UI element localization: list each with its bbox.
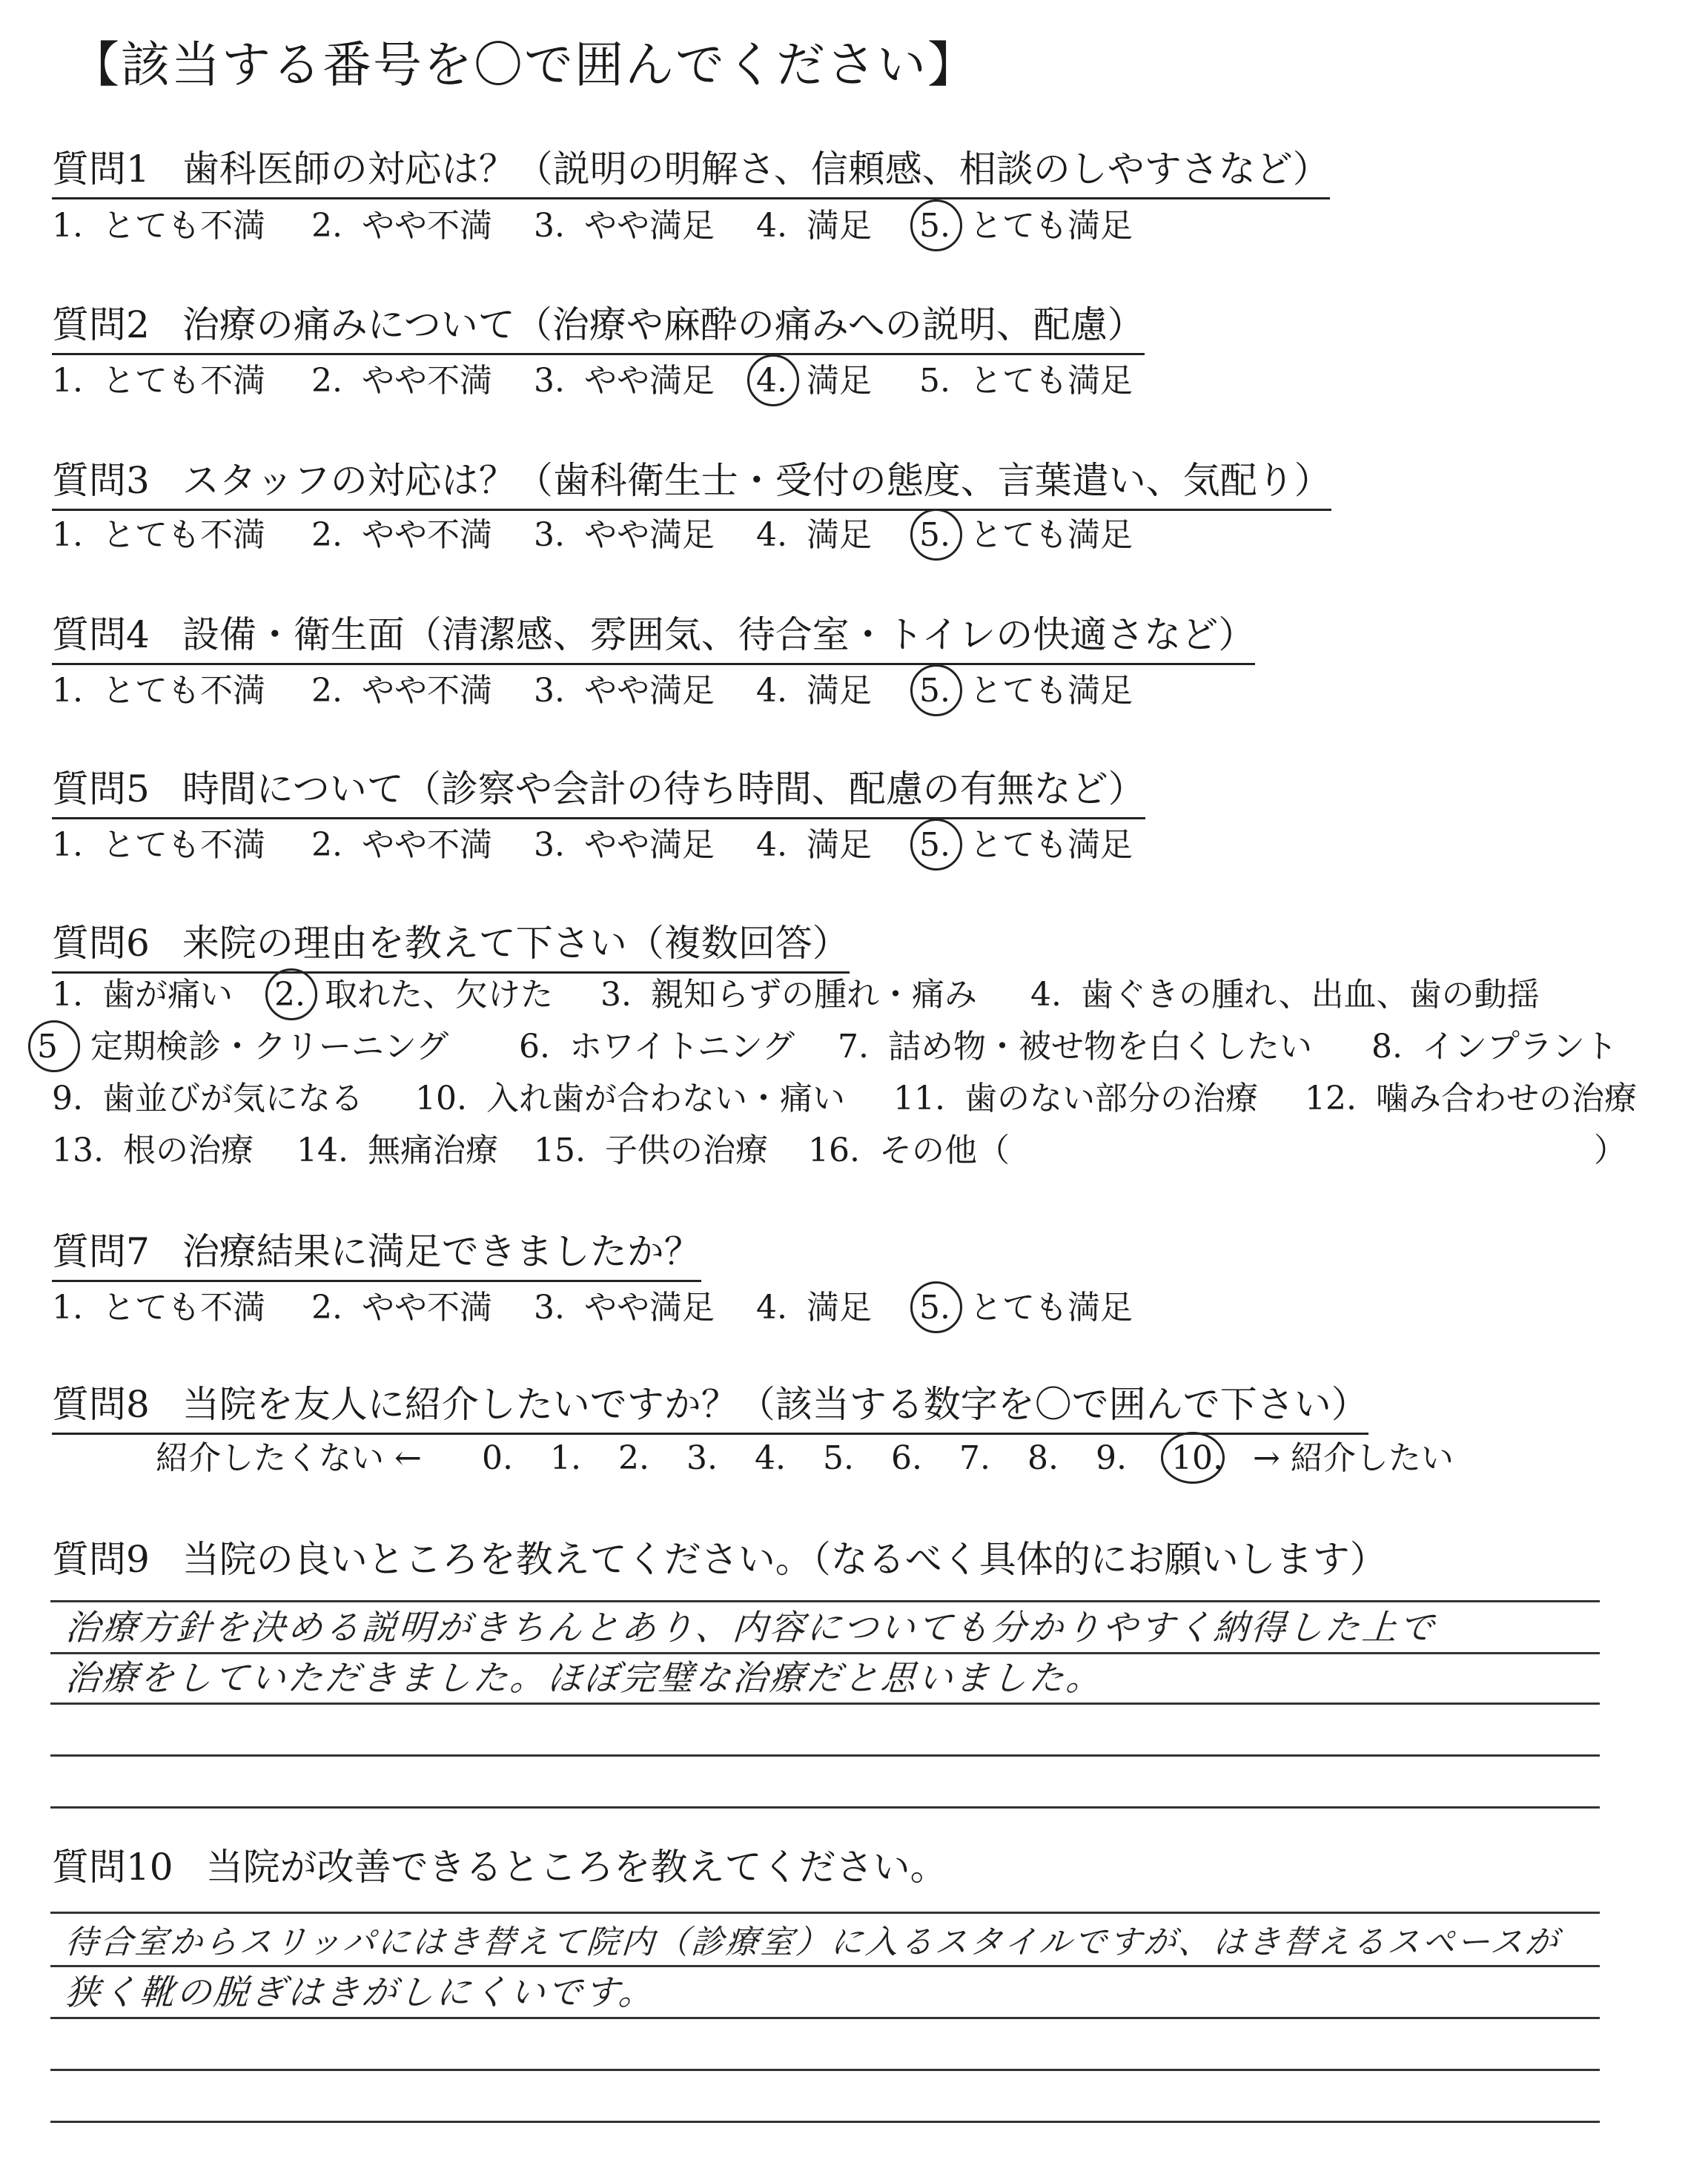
reason-other-close-paren: ） [1594, 1132, 1626, 1169]
selection-circle-icon: 5. [919, 516, 950, 554]
scale-value-4[interactable]: 4. [755, 1439, 786, 1477]
option-4[interactable]: 4. 満足 [756, 1289, 872, 1327]
reason-option-7[interactable]: 7. 詰め物・被せ物を白くしたい [838, 1028, 1312, 1066]
reason-option-6[interactable]: 6. ホワイトニング [519, 1028, 795, 1066]
question-6-heading: 質問6 来院の理由を教えて下さい（複数回答） [52, 922, 850, 974]
option-4[interactable]: 4. 満足 [756, 207, 872, 245]
option-1[interactable]: 1. とても不満 [52, 1289, 265, 1327]
option-1[interactable]: 1. とても不満 [52, 672, 265, 710]
question-3-heading: 質問3 スタッフの対応は？（歯科衛生士・受付の態度、言葉遣い、気配り） [52, 460, 1331, 511]
option-5-selected[interactable]: 5. とても満足 [919, 516, 1133, 554]
answer-rule [50, 2069, 1600, 2071]
selection-circle-icon: 10. [1171, 1439, 1223, 1477]
option-5-selected[interactable]: 5. とても満足 [919, 672, 1133, 710]
option-2[interactable]: 2. やや不満 [311, 362, 492, 400]
scale-value-1[interactable]: 1. [550, 1439, 581, 1477]
option-1[interactable]: 1. とても不満 [52, 516, 265, 554]
option-4-selected[interactable]: 4. 満足 [756, 362, 872, 400]
option-3[interactable]: 3. やや満足 [534, 826, 715, 864]
question-4-heading: 質問4 設備・衛生面（清潔感、雰囲気、待合室・トイレの快適さなど） [52, 614, 1255, 665]
answer-rule [50, 1600, 1600, 1602]
option-5-selected[interactable]: 5. とても満足 [919, 1289, 1133, 1327]
answer-rule [50, 2017, 1600, 2019]
handwritten-answer-line[interactable]: 治療をしていただきました。ほぼ完璧な治療だと思いました。 [64, 1658, 1105, 1699]
option-2[interactable]: 2. やや不満 [311, 826, 492, 864]
option-4[interactable]: 4. 満足 [756, 672, 872, 710]
answer-rule [50, 1702, 1600, 1705]
reason-option-8[interactable]: 8. インプラント [1371, 1028, 1618, 1066]
option-4[interactable]: 4. 満足 [756, 516, 872, 554]
scale-value-3[interactable]: 3. [686, 1439, 718, 1477]
scale-value-6[interactable]: 6. [891, 1439, 922, 1477]
option-1[interactable]: 1. とても不満 [52, 362, 265, 400]
selection-circle-icon: 5 [37, 1028, 58, 1066]
option-1[interactable]: 1. とても不満 [52, 207, 265, 245]
handwritten-answer-line[interactable]: 治療方針を決める説明がきちんとあり、内容についても分かりやすく納得した上で [64, 1608, 1437, 1648]
scale-value-10-selected[interactable] [1171, 1439, 1223, 1477]
page-title: 【該当する番号を〇で囲んでください】 [70, 36, 978, 93]
reason-option-4[interactable]: 4. 歯ぐきの腫れ、出血、歯の動揺 [1030, 976, 1540, 1014]
option-4[interactable]: 4. 満足 [756, 826, 872, 864]
reason-option-1[interactable]: 1. 歯が痛い [52, 976, 233, 1014]
question-5-heading: 質問5 時間について（診察や会計の待ち時間、配慮の有無など） [52, 768, 1145, 819]
option-2[interactable]: 2. やや不満 [311, 207, 492, 245]
option-5-selected[interactable]: 5. とても満足 [919, 207, 1133, 245]
option-5-selected[interactable]: 5. とても満足 [919, 826, 1133, 864]
reason-option-13[interactable]: 13. 根の治療 [52, 1132, 254, 1169]
selection-circle-icon: 2. [274, 976, 305, 1014]
option-3[interactable]: 3. やや満足 [534, 516, 715, 554]
question-text: 歯科医師の対応は？（説明の明解さ、信頼感、相談のしやすさなど） [182, 148, 1330, 191]
option-1[interactable]: 1. とても不満 [52, 826, 265, 864]
option-3[interactable]: 3. やや満足 [534, 362, 715, 400]
scale-value-0[interactable]: 0. [482, 1439, 513, 1477]
reason-option-14[interactable]: 14. 無痛治療 [297, 1132, 498, 1169]
reason-option-10[interactable]: 10. 入れ歯が合わない・痛い [415, 1080, 845, 1117]
answer-rule [50, 1754, 1600, 1757]
option-2[interactable]: 2. やや不満 [311, 672, 492, 710]
answer-rule [50, 2121, 1600, 2123]
scale-value-2[interactable]: 2. [618, 1439, 649, 1477]
question-7-heading: 質問7 治療結果に満足できましたか？ [52, 1231, 701, 1282]
option-3[interactable]: 3. やや満足 [534, 672, 715, 710]
scale-value-7[interactable]: 7. [959, 1439, 990, 1477]
reason-option-16[interactable]: 16. その他（ [808, 1132, 1010, 1169]
question-9-heading: 質問9 当院の良いところを教えてください。（なるべく具体的にお願いします） [52, 1538, 1387, 1581]
reason-option-3[interactable]: 3. 親知らずの腫れ・痛み [600, 976, 977, 1014]
scale-value-8[interactable]: 8. [1027, 1439, 1059, 1477]
answer-rule [50, 1965, 1600, 1967]
answer-rule [50, 1652, 1600, 1654]
question-2-heading: 質問2 治療の痛みについて（治療や麻酔の痛みへの説明、配慮） [52, 304, 1145, 355]
question-8-heading: 質問8 当院を友人に紹介したいですか？（該当する数字を〇で囲んで下さい） [52, 1384, 1368, 1435]
selection-circle-icon: 5. [919, 826, 950, 864]
answer-rule [50, 1806, 1600, 1809]
scale-right-label: → 紹介したい [1253, 1439, 1454, 1477]
selection-circle-icon: 5. [919, 672, 950, 710]
option-2[interactable]: 2. やや不満 [311, 516, 492, 554]
question-10-heading: 質問10 当院が改善できるところを教えてください。 [52, 1846, 947, 1889]
selection-circle-icon: 5. [919, 1289, 950, 1327]
question-number: 質問1 [52, 148, 150, 191]
handwritten-answer-line[interactable]: 狭く靴の脱ぎはきがしにくいです。 [64, 1972, 658, 2013]
option-5[interactable]: 5. とても満足 [919, 362, 1133, 400]
handwritten-answer-line[interactable]: 待合室からスリッパにはき替えて院内（診療室）に入るスタイルですが、はき替えるスペースが [64, 1923, 1561, 1961]
selection-circle-icon: 4. [756, 362, 787, 400]
selection-circle-icon: 5. [919, 207, 950, 245]
reason-option-9[interactable]: 9. 歯並びが気になる [52, 1080, 363, 1117]
option-3[interactable]: 3. やや満足 [534, 207, 715, 245]
reason-option-2-selected[interactable]: 2. 取れた、欠けた [274, 976, 553, 1014]
option-3[interactable]: 3. やや満足 [534, 1289, 715, 1327]
scale-left-label: 紹介したくない ← [156, 1439, 422, 1477]
scale-value-9[interactable]: 9. [1096, 1439, 1127, 1477]
reason-option-15[interactable]: 15. 子供の治療 [534, 1132, 768, 1169]
reason-option-11[interactable]: 11. 歯のない部分の治療 [893, 1080, 1258, 1117]
question-1-heading [52, 148, 1330, 199]
reason-option-5-selected[interactable]: 5 定期検診・クリーニング [37, 1028, 449, 1066]
answer-rule [50, 1912, 1600, 1914]
scale-value-5[interactable]: 5. [823, 1439, 854, 1477]
reason-option-12[interactable]: 12. 噛み合わせの治療 [1305, 1080, 1637, 1117]
option-2[interactable]: 2. やや不満 [311, 1289, 492, 1327]
